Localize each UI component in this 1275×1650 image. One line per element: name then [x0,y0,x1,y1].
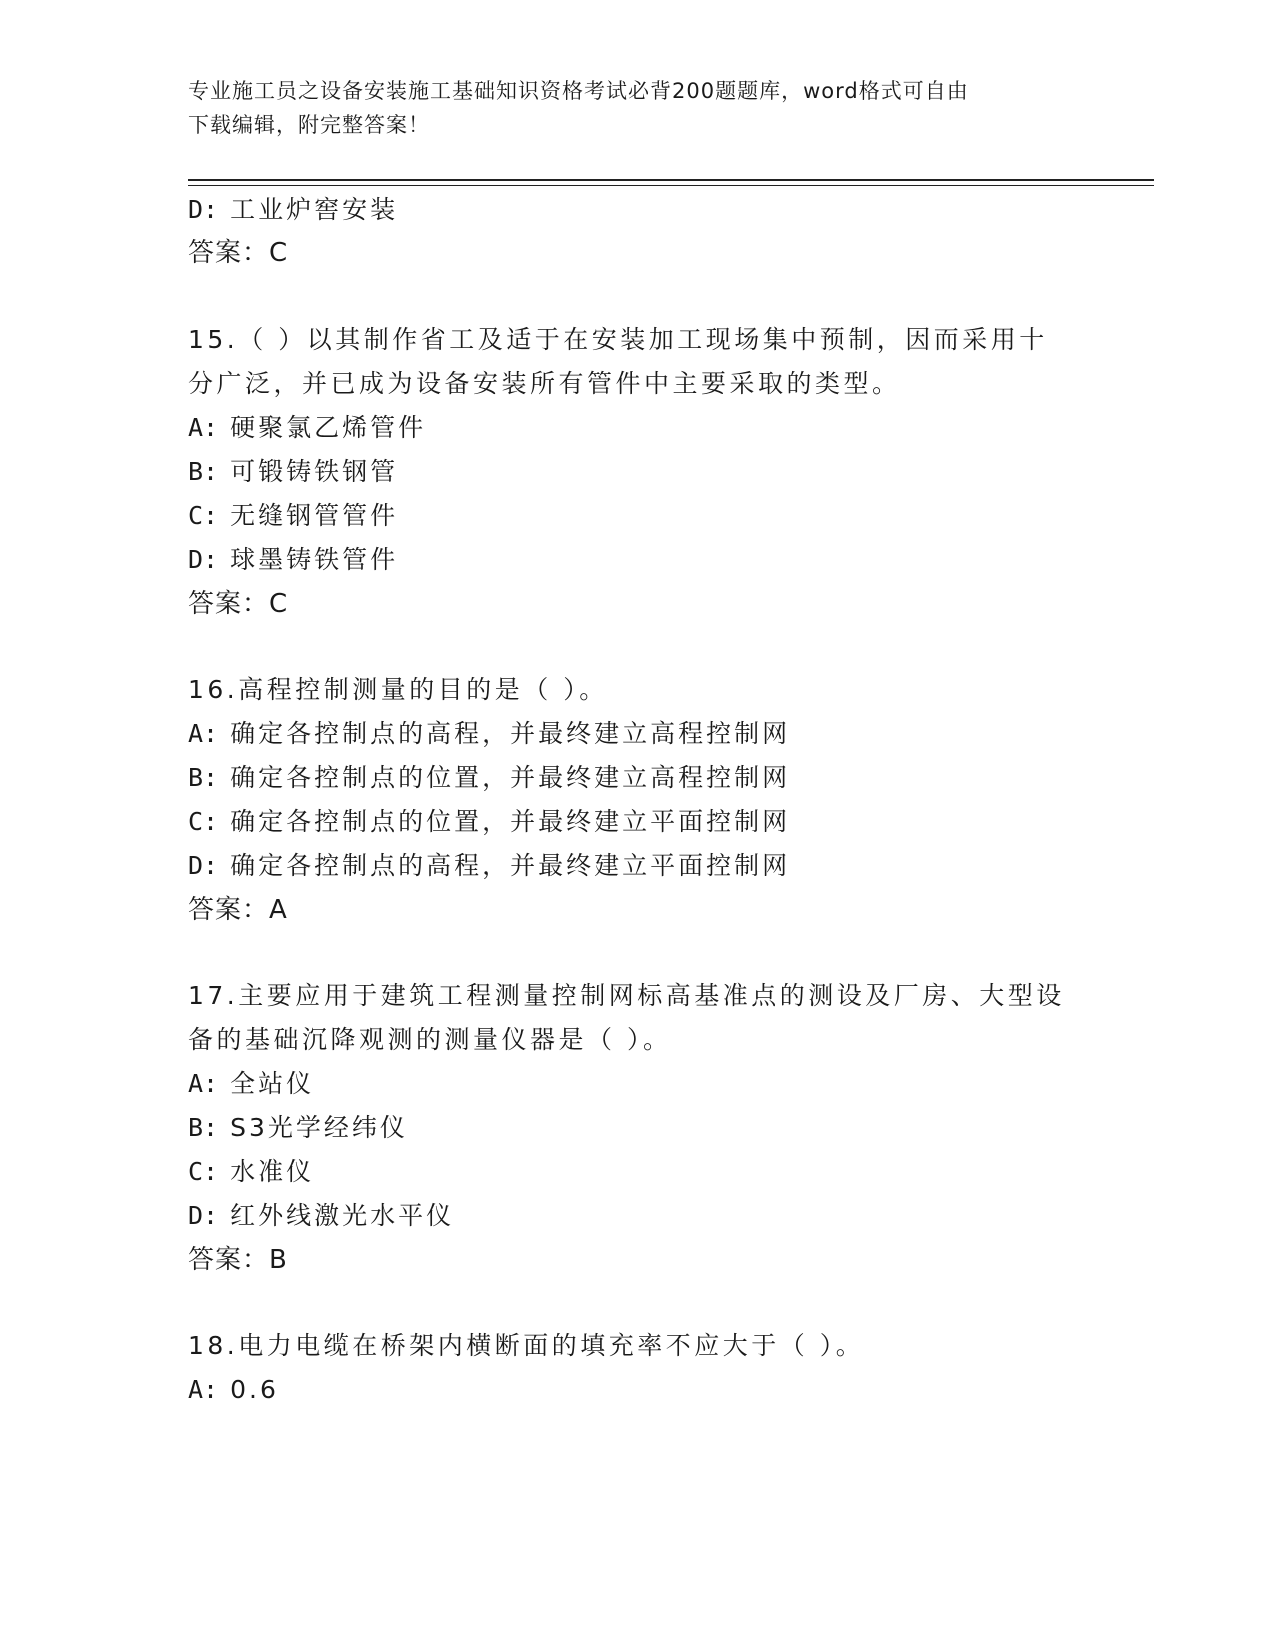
option-key: C: [188,501,219,530]
question-17-option-d [188,1201,454,1231]
option-key: C: [188,1157,219,1186]
answer-prev: 答案：C [188,238,289,268]
question-17-option-a [188,1069,314,1099]
option-d-prev [188,195,398,225]
question-16-answer: 答案：A [188,895,288,925]
option-key: C: [188,807,219,836]
option-key: A: [188,1375,219,1404]
question-17-option-b [188,1113,408,1143]
option-text: 全站仪 [230,1069,315,1098]
question-17-option-c [188,1157,314,1187]
question-16-option-d [188,851,790,881]
document-header [188,74,1088,142]
option-key: B: [188,763,219,792]
header-line-2: 下载编辑，附完整答案！ [188,113,430,137]
option-key: D: [188,195,219,224]
option-text: 工业炉窖安装 [230,195,399,224]
option-text: 水准仪 [230,1157,315,1186]
question-16-option-c [188,807,790,837]
option-text: 确定各控制点的高程，并最终建立平面控制网 [230,851,791,880]
option-key: B: [188,1113,219,1142]
header-rule-thick [188,179,1154,181]
option-text: 无缝钢管管件 [230,501,399,530]
question-17-line-1: 17.主要应用于建筑工程测量控制网标高基准点的测设及厂房、大型设 [188,981,1065,1010]
question-15-option-b [188,457,398,487]
option-key: A: [188,1069,219,1098]
option-text: 可锻铸铁钢管 [230,457,399,486]
question-16-option-b [188,763,790,793]
question-15-answer: 答案：C [188,589,289,619]
option-text: 0.6 [230,1375,279,1404]
option-text: 确定各控制点的位置，并最终建立平面控制网 [230,807,791,836]
question-15-line-1: 15.（ ）以其制作省工及适于在安装加工现场集中预制，因而采用十 [188,325,1048,354]
option-text: 硬聚氯乙烯管件 [230,413,427,442]
option-text: 确定各控制点的位置，并最终建立高程控制网 [230,763,791,792]
option-key: D: [188,1201,219,1230]
option-key: D: [188,545,219,574]
question-18-option-a [188,1375,279,1405]
question-17-answer: 答案：B [188,1245,288,1275]
question-17-line-2: 备的基础沉降观测的测量仪器是（ ）。 [188,1025,672,1054]
option-text: 球墨铸铁管件 [230,545,399,574]
question-15-option-c [188,501,398,531]
option-text: 红外线激光水平仪 [230,1201,455,1230]
question-15-option-a [188,413,426,443]
option-text: S3光学经纬仪 [230,1113,408,1142]
question-16-option-a [188,719,790,749]
header-rule-thin [188,185,1154,186]
header-line-1: 专业施工员之设备安装施工基础知识资格考试必背200题题库，word格式可自由 [188,79,969,103]
question-18-line-1: 18.电力电缆在桥架内横断面的填充率不应大于（ ）。 [188,1331,865,1360]
option-text: 确定各控制点的高程，并最终建立高程控制网 [230,719,791,748]
option-key: D: [188,851,219,880]
option-key: A: [188,719,219,748]
question-15-line-2: 分广泛，并已成为设备安装所有管件中主要采取的类型。 [188,369,901,398]
option-key: A: [188,413,219,442]
question-15-option-d [188,545,398,575]
option-key: B: [188,457,219,486]
question-16-line-1: 16.高程控制测量的目的是（ ）。 [188,675,608,704]
